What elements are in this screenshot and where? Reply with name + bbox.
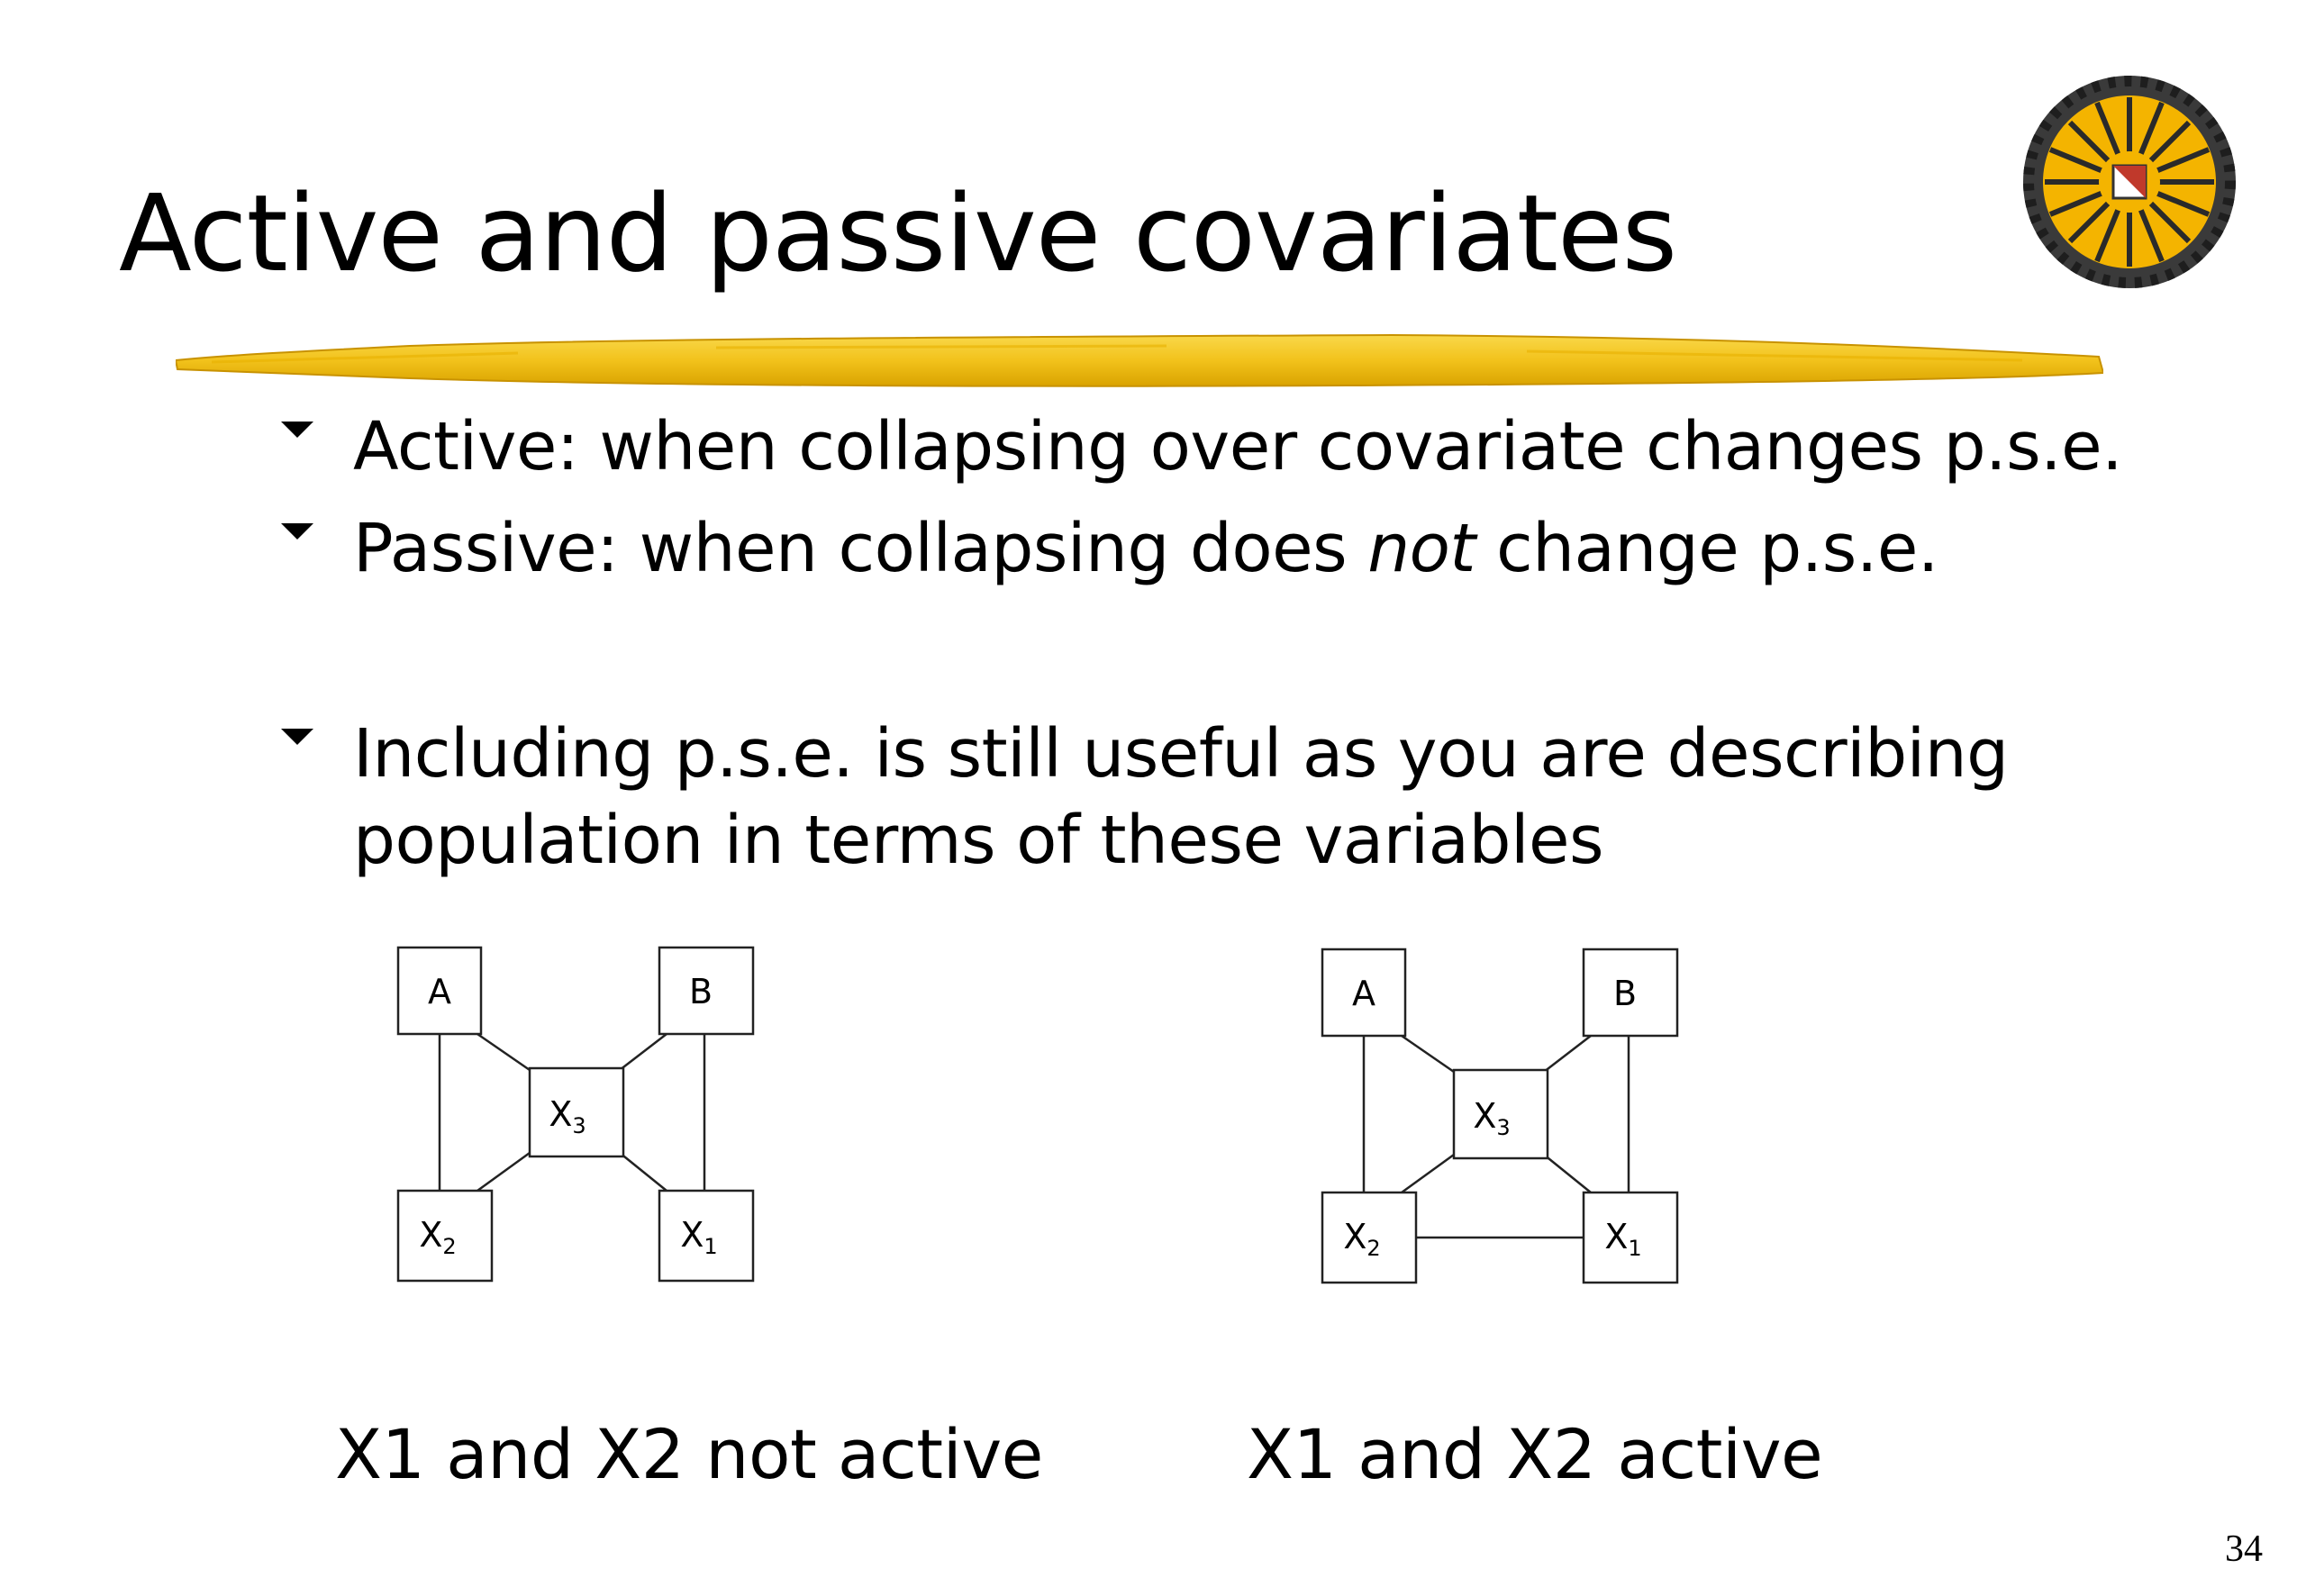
- university-seal-logo: [2012, 70, 2247, 295]
- node-a-label: A: [1352, 974, 1375, 1013]
- bullet-active: [281, 404, 2123, 485]
- bullet-including: [281, 711, 2009, 879]
- bullet-text: Passive: when collapsing does not change p.s.e.: [353, 510, 1938, 587]
- diagram-caption-not-active: X1 and X2 not active: [335, 1414, 1043, 1494]
- node-b-label: B: [688, 972, 713, 1011]
- triangle-bullet-icon: [281, 711, 319, 765]
- node-x3-label: $X_3$: [1473, 1096, 1511, 1140]
- node-x3: [530, 1068, 623, 1156]
- graph-diagram-not-active: [387, 937, 766, 1297]
- node-x2-label: $X_2$: [419, 1215, 457, 1259]
- node-x1-label: $X_1$: [680, 1215, 718, 1259]
- bullet-text: Including p.s.e. is still useful as you are describing population in terms of these variables: [353, 715, 2009, 879]
- page-number: 34: [2225, 1528, 2263, 1570]
- node-x3-label: $X_3$: [549, 1094, 586, 1138]
- triangle-bullet-icon: [281, 505, 319, 559]
- emphasis-text: not: [1367, 510, 1475, 587]
- diagram-caption-active: X1 and X2 active: [1247, 1414, 1823, 1494]
- slide-title: Active and passive covariates: [119, 171, 1677, 295]
- node-b-label: B: [1612, 974, 1638, 1013]
- node-a-label: A: [428, 972, 451, 1011]
- node-x2-label: $X_2$: [1343, 1217, 1381, 1261]
- bullet-text: Active: when collapsing over covariate changes p.s.e.: [353, 408, 2123, 485]
- triangle-bullet-icon: [281, 404, 319, 458]
- node-x1-label: $X_1$: [1604, 1217, 1642, 1261]
- graph-diagram-active: [1312, 939, 1690, 1299]
- title-underline-brush: [176, 321, 2103, 402]
- bullet-passive: [281, 505, 1938, 587]
- node-x3: [1454, 1070, 1548, 1158]
